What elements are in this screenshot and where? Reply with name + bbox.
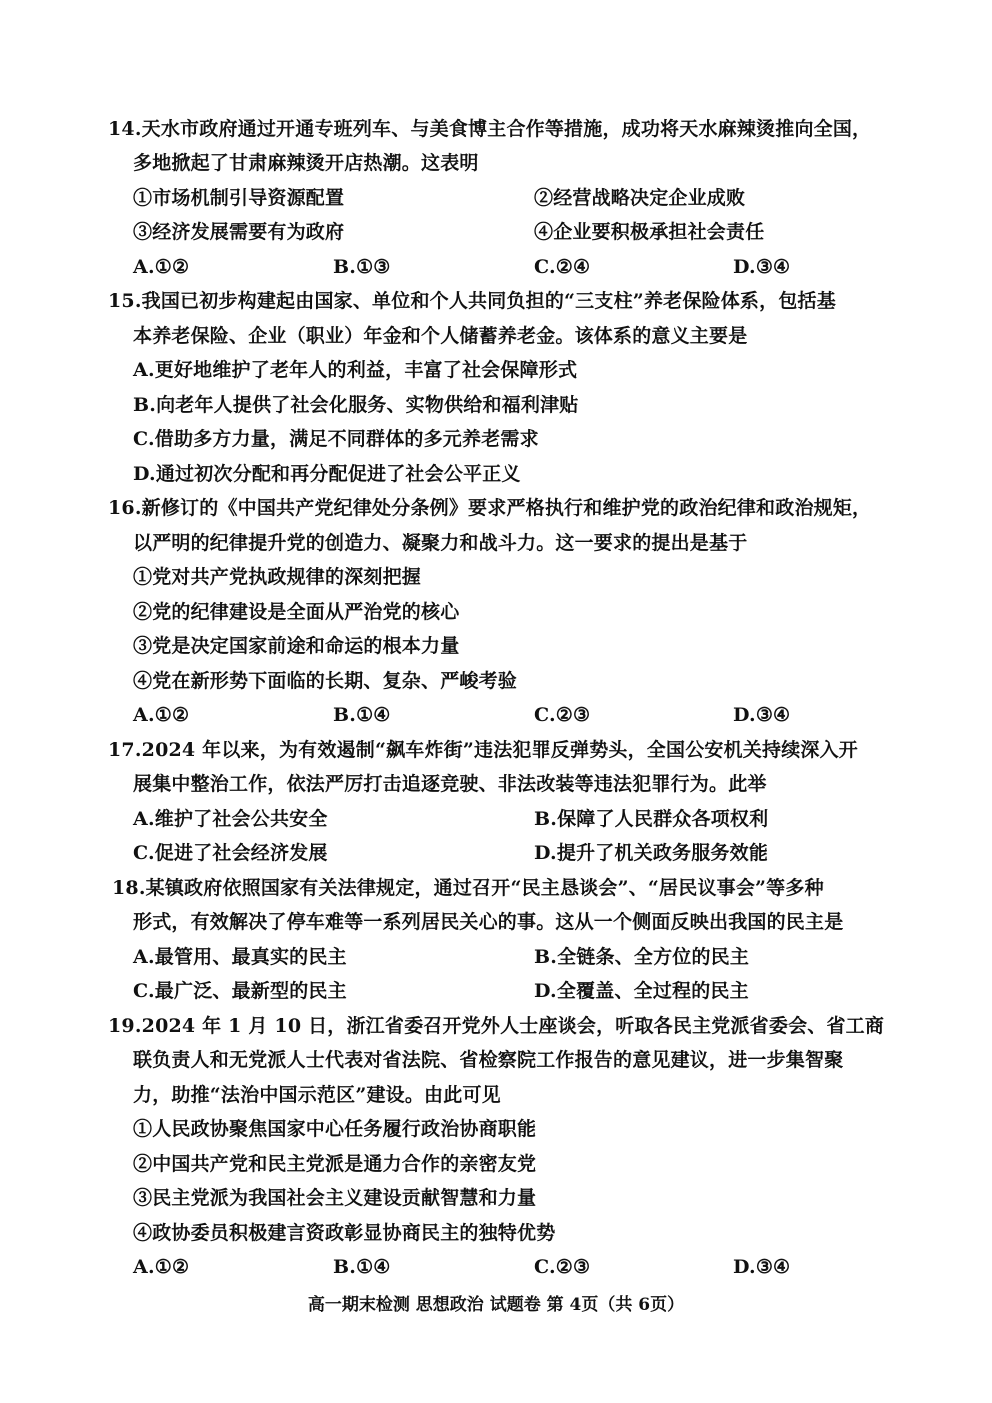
question-19-option-a: A.①②	[133, 1256, 190, 1278]
question-16-stem-line-1: 16.新修订的《中国共产党纪律处分条例》要求严格执行和维护党的政治纪律和政治规矩，	[108, 497, 872, 519]
question-15-option-b: B.向老年人提供了社会化服务、实物供给和福利津贴	[133, 394, 579, 416]
question-16-item-2: ②党的纪律建设是全面从严治党的核心	[133, 601, 460, 623]
question-14-item-1: ①市场机制引导资源配置	[133, 187, 345, 209]
question-18-option-d: D.全覆盖、全过程的民主	[534, 980, 749, 1002]
question-19-stem-line-3: 力，助推“法治中国示范区”建设。由此可见	[133, 1084, 501, 1106]
question-17-stem-line-1: 17.2024 年以来，为有效遏制“飙车炸街”违法犯罪反弹势头，全国公安机关持续深入开	[108, 739, 859, 761]
question-19-option-d: D.③④	[733, 1256, 791, 1278]
question-16-item-4: ④党在新形势下面临的长期、复杂、严峻考验	[133, 670, 518, 692]
question-14-item-4: ④企业要积极承担社会责任	[534, 221, 765, 243]
question-14-stem-line-2: 多地掀起了甘肃麻辣烫开店热潮。这表明	[133, 152, 479, 174]
question-14-option-d: D.③④	[733, 256, 791, 278]
question-18-option-b: B.全链条、全方位的民主	[534, 946, 750, 968]
question-16-option-b: B.①④	[333, 704, 391, 726]
question-14-item-3: ③经济发展需要有为政府	[133, 221, 345, 243]
question-16-option-a: A.①②	[133, 704, 190, 726]
question-14-option-c: C.②④	[534, 256, 591, 278]
question-17-option-a: A.维护了社会公共安全	[133, 808, 328, 830]
question-15-stem-line-2: 本养老保险、企业（职业）年金和个人储蓄养老金。该体系的意义主要是	[133, 325, 748, 347]
page-footer: 高一期末检测 思想政治 试题卷 第 4页（共 6页）	[307, 1295, 685, 1315]
question-17-stem-line-2: 展集中整治工作，依法严厉打击追逐竞驶、非法改装等违法犯罪行为。此举	[133, 773, 767, 795]
question-19-stem-line-1: 19.2024 年 1 月 10 日，浙江省委召开党外人士座谈会，听取各民主党派省委会、省工商	[108, 1015, 885, 1037]
question-16-item-3: ③党是决定国家前途和命运的根本力量	[133, 635, 460, 657]
question-19-item-1: ①人民政协聚焦国家中心任务履行政治协商职能	[133, 1118, 537, 1140]
question-14-option-b: B.①③	[333, 256, 391, 278]
question-19-item-3: ③民主党派为我国社会主义建设贡献智慧和力量	[133, 1187, 537, 1209]
question-16-option-d: D.③④	[733, 704, 791, 726]
question-17-option-c: C.促进了社会经济发展	[133, 842, 328, 864]
question-14-option-a: A.①②	[133, 256, 190, 278]
question-14-stem-line-1: 14.天水市政府通过开通专班列车、与美食博主合作等措施，成功将天水麻辣烫推向全国，	[108, 118, 872, 140]
question-19-item-4: ④政协委员积极建言资政彰显协商民主的独特优势	[133, 1222, 556, 1244]
question-16-option-c: C.②③	[534, 704, 591, 726]
question-18-option-c: C.最广泛、最新型的民主	[133, 980, 347, 1002]
question-14-item-2: ②经营战略决定企业成败	[534, 187, 746, 209]
question-18-option-a: A.最管用、最真实的民主	[133, 946, 347, 968]
question-17-option-d: D.提升了机关政务服务效能	[534, 842, 769, 864]
question-15-stem-line-1: 15.我国已初步构建起由国家、单位和个人共同负担的“三支柱”养老保险体系，包括基	[108, 290, 836, 312]
question-15-option-c: C.借助多方力量，满足不同群体的多元养老需求	[133, 428, 539, 450]
question-16-item-1: ①党对共产党执政规律的深刻把握	[133, 566, 422, 588]
question-19-option-c: C.②③	[534, 1256, 591, 1278]
question-16-stem-line-2: 以严明的纪律提升党的创造力、凝聚力和战斗力。这一要求的提出是基于	[133, 532, 748, 554]
question-19-option-b: B.①④	[333, 1256, 391, 1278]
question-15-option-d: D.通过初次分配和再分配促进了社会公平正义	[133, 463, 521, 485]
question-18-stem-line-1: 18.某镇政府依照国家有关法律规定，通过召开“民主恳谈会”、“居民议事会”等多种	[112, 877, 824, 899]
question-19-item-2: ②中国共产党和民主党派是通力合作的亲密友党	[133, 1153, 537, 1175]
question-15-option-a: A.更好地维护了老年人的利益，丰富了社会保障形式	[133, 359, 578, 381]
question-18-stem-line-2: 形式，有效解决了停车难等一系列居民关心的事。这从一个侧面反映出我国的民主是	[133, 911, 844, 933]
question-19-stem-line-2: 联负责人和无党派人士代表对省法院、省检察院工作报告的意见建议，进一步集智聚	[133, 1049, 844, 1071]
question-17-option-b: B.保障了人民群众各项权利	[534, 808, 769, 830]
